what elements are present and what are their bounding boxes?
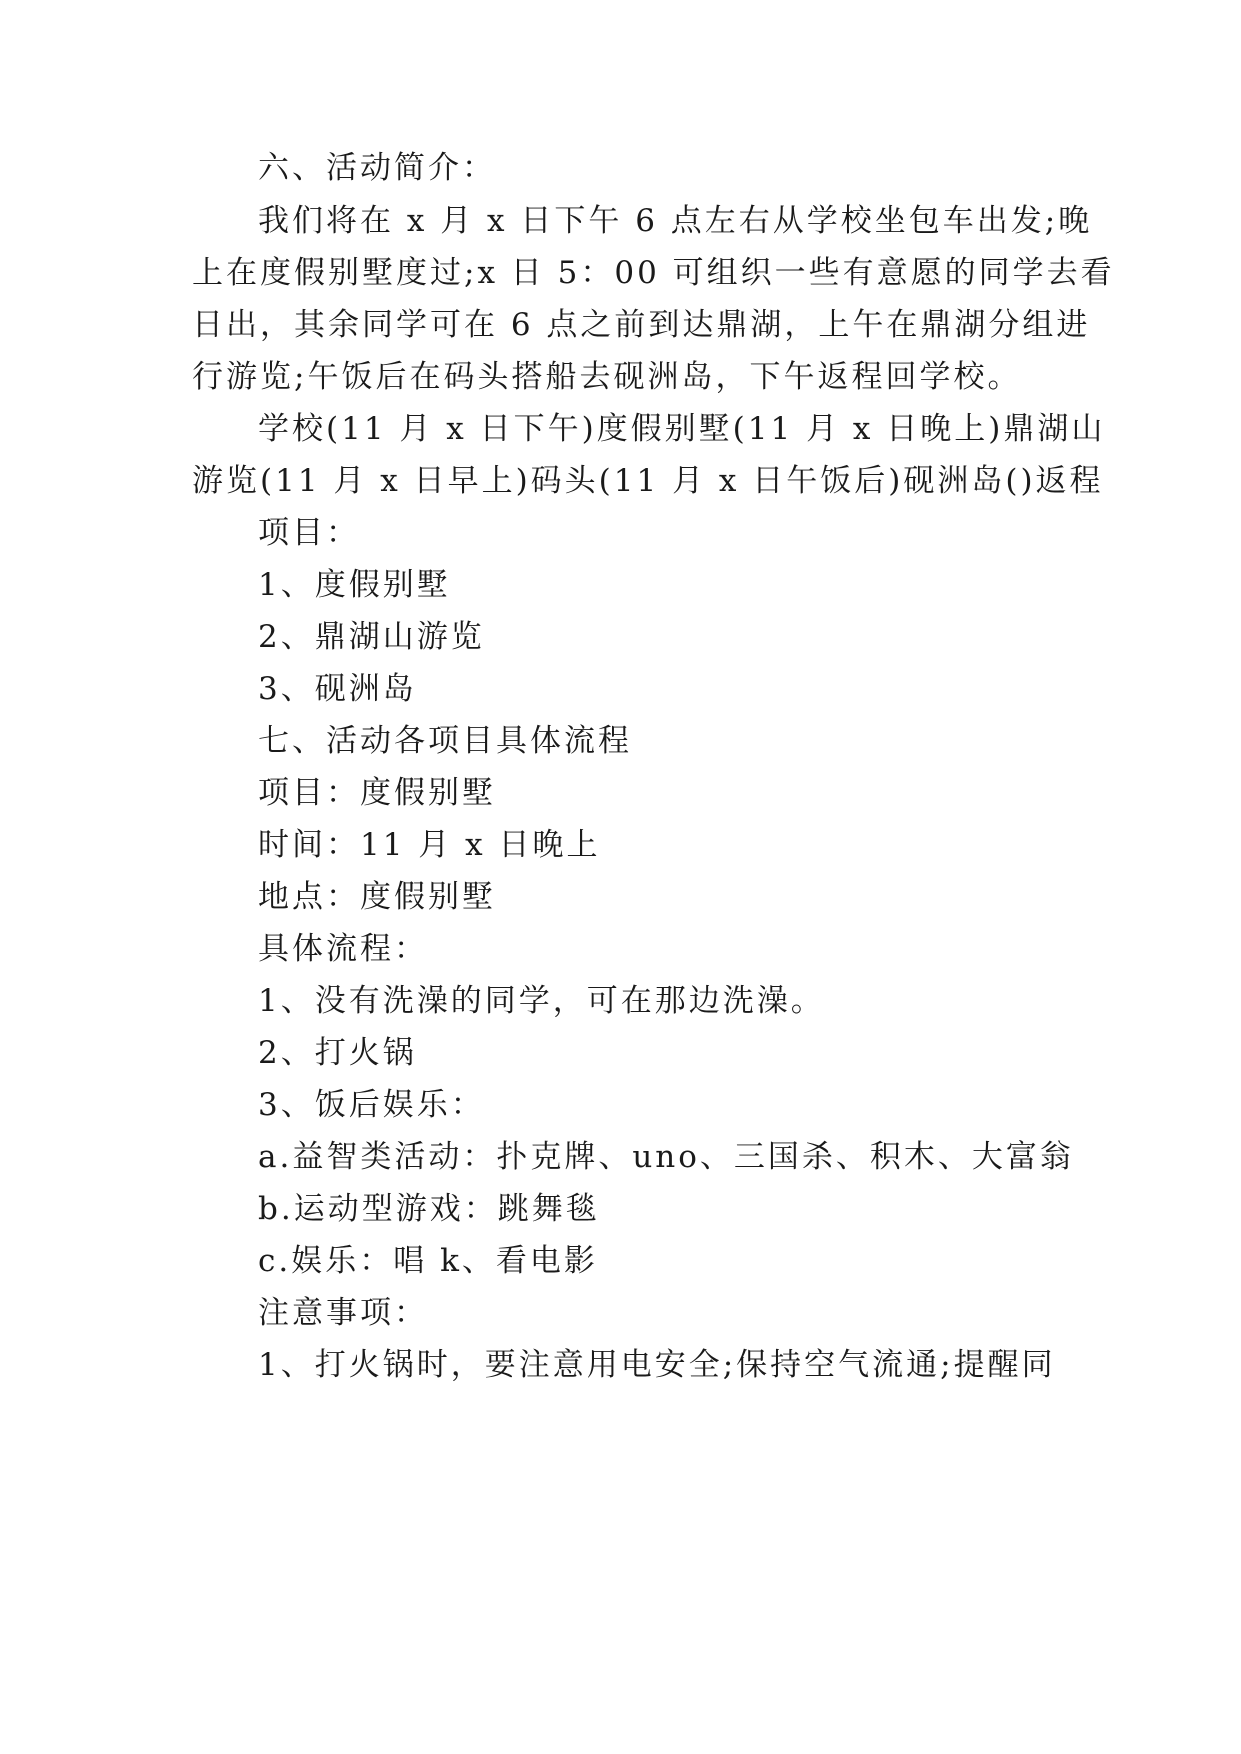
detail-line: 地点：度假别墅 <box>258 879 496 915</box>
process-heading: 具体流程： <box>258 931 428 967</box>
paragraph-line: 日出，其余同学可在 6 点之前到达鼎湖，上午在鼎湖分组进 <box>192 307 1091 343</box>
list-item: 2、鼎湖山游览 <box>258 619 485 655</box>
list-item: 2、打火锅 <box>258 1035 417 1071</box>
route-line: 游览(11 月 x 日早上)码头(11 月 x 日午饭后)砚洲岛()返程 <box>192 463 1104 499</box>
notes-heading: 注意事项： <box>258 1295 428 1331</box>
sub-list-item: c.娱乐：唱 k、看电影 <box>258 1243 598 1279</box>
list-item: 1、度假别墅 <box>258 567 451 603</box>
paragraph-line: 行游览;午饭后在码头搭船去砚洲岛，下午返程回学校。 <box>192 359 1022 395</box>
sub-list-item: b.运动型游戏：跳舞毯 <box>258 1191 600 1227</box>
detail-line: 时间：11 月 x 日晚上 <box>258 827 601 863</box>
detail-line: 项目：度假别墅 <box>258 775 496 811</box>
list-item: 3、饭后娱乐： <box>258 1087 485 1123</box>
section-heading-process: 七、活动各项目具体流程 <box>258 723 632 759</box>
list-item: 3、砚洲岛 <box>258 671 417 707</box>
paragraph-line: 我们将在 x 月 x 日下午 6 点左右从学校坐包车出发;晚 <box>258 203 1093 239</box>
route-line: 学校(11 月 x 日下午)度假别墅(11 月 x 日晚上)鼎湖山 <box>258 411 1106 447</box>
sub-list-item: a.益智类活动：扑克牌、uno、三国杀、积木、大富翁 <box>258 1139 1074 1175</box>
section-heading-activity-intro: 六、活动简介： <box>258 150 496 186</box>
list-item: 1、打火锅时，要注意用电安全;保持空气流通;提醒同 <box>258 1347 1056 1383</box>
paragraph-line: 上在度假别墅度过;x 日 5：00 可组织一些有意愿的同学去看 <box>192 255 1115 291</box>
items-heading: 项目： <box>258 515 360 551</box>
list-item: 1、没有洗澡的同学，可在那边洗澡。 <box>258 983 825 1019</box>
